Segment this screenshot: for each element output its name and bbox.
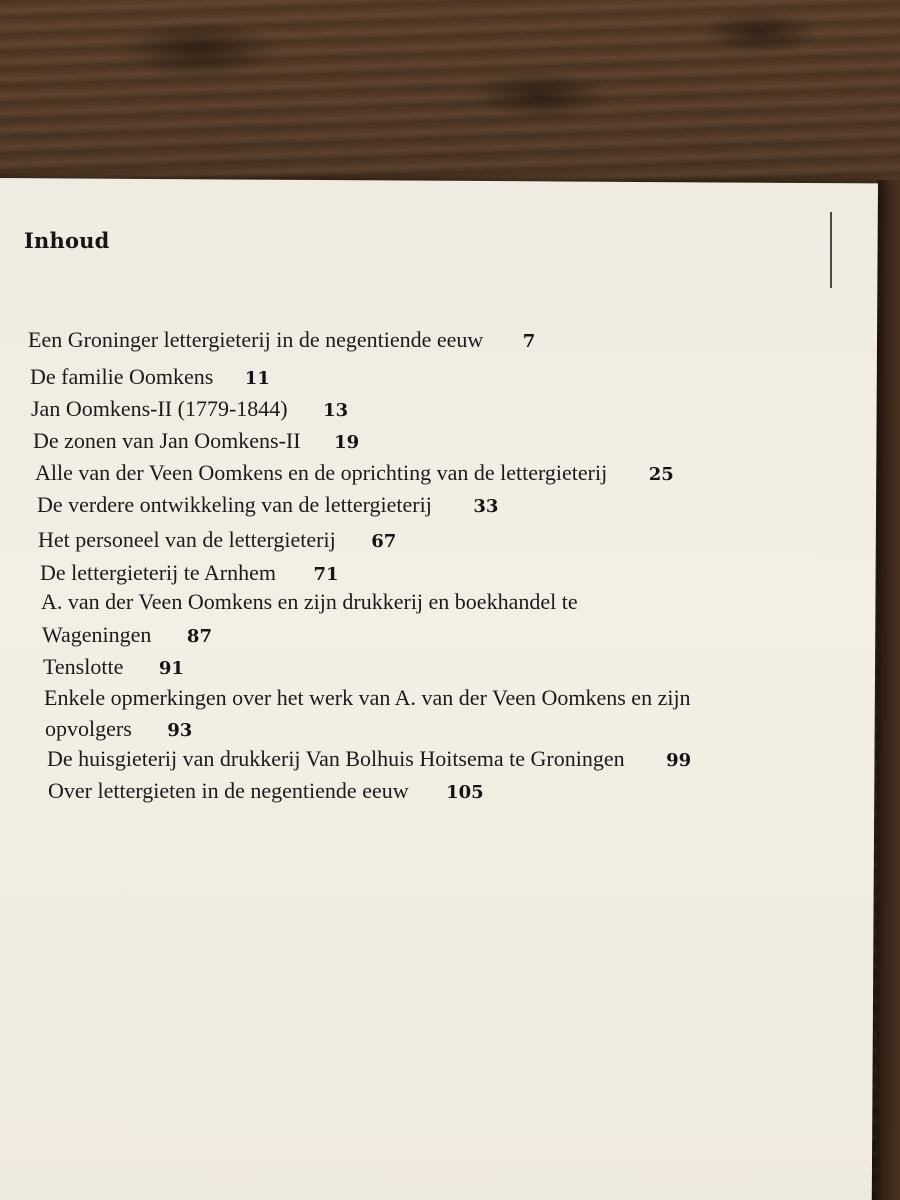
toc-entry-title: Het personeel van de lettergieterij [38,527,336,552]
toc-entry-title: Alle van der Veen Oomkens en de oprichting van de lettergieterij [35,460,608,485]
toc-entry [43,654,184,682]
toc-entry [44,685,691,711]
toc-entry-continued [45,716,192,744]
toc-entry-page: 87 [186,626,212,647]
toc-entry-page: 13 [323,400,349,421]
toc-entry [30,364,270,392]
toc-entry-page: 25 [648,464,674,485]
toc-entry-page: 11 [244,368,270,389]
toc-entry-title-line2: opvolgers [45,716,132,741]
toc-entry [41,589,578,615]
toc-entry-page: 99 [666,750,692,771]
toc-entry-page: 67 [371,531,397,552]
toc-entry [48,778,484,806]
toc-entry [40,560,339,588]
toc-entry-title: Een Groninger lettergieterij in de negentiende eeuw [28,327,484,352]
toc-entry-page: 7 [522,331,536,352]
toc-entry-page: 91 [158,658,184,679]
toc-entry-title: De huisgieterij van drukkerij Van Bolhuis Hoitsema te Groningen [47,746,625,771]
toc-entry-title: Enkele opmerkingen over het werk van A. van der Veen Oomkens en zijn [44,685,691,710]
toc-entry-title: A. van der Veen Oomkens en zijn drukkerij en boekhandel te [41,589,578,614]
toc-entry-page: 71 [313,564,339,585]
toc-entry-title: De lettergieterij te Arnhem [40,560,277,585]
toc-entry [31,396,348,424]
toc-entry [33,428,359,456]
toc-entry-title: De zonen van Jan Oomkens-II [33,428,301,453]
toc-entry [37,492,498,520]
toc-entry-title: Tenslotte [43,654,124,679]
toc-entry-page: 33 [473,496,499,517]
toc-entry [47,746,691,774]
toc-entry-title: De familie Oomkens [30,364,214,389]
toc-entry-continued [42,622,212,650]
toc-entry-title: De verdere ontwikkeling van de lettergieterij [37,492,432,517]
toc-entry-page: 93 [167,720,193,741]
toc-entry [38,527,396,555]
toc-entry-title: Over lettergieten in de negentiende eeuw [48,778,409,803]
toc-entry-title: Jan Oomkens-II (1779-1844) [31,396,288,421]
page-heading: Inhoud [24,228,110,253]
toc-entry [28,327,535,355]
toc-entry-page: 105 [446,782,484,803]
toc-entry-title-line2: Wageningen [42,622,152,647]
toc-entry-page: 19 [334,432,360,453]
toc-entry [35,460,674,488]
